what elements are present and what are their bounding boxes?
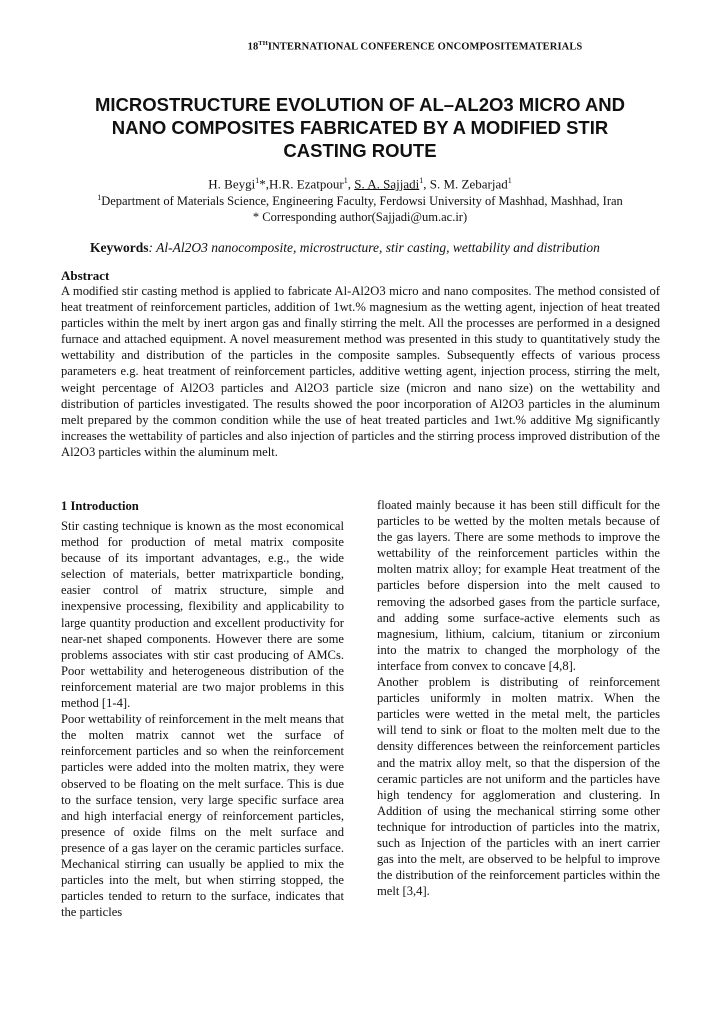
author-affiliation-mark: 1 bbox=[419, 176, 424, 185]
corresponding-mark: *, bbox=[259, 176, 269, 192]
keywords-label: Keywords bbox=[90, 240, 149, 255]
paragraph: floated mainly because it has been still difficult for the particles to be wetted by the molten metals because of the gas layers. There are some methods to improve the wettability of the reinforcement particles within the molten matrix alloy; for example Heat treatment of the particles before dispersion into the melt caused to removing the adsorbed gases from the particle surface, and adding some surface-active elements such as magnesium, lithium, calcium, titanium or zirconium into the matrix to changed the morphology of the interface from convex to concave [4,8]. bbox=[377, 498, 660, 673]
corresponding-author: * Corresponding author(Sajjadi@um.ac.ir) bbox=[252, 210, 468, 224]
author-name-underlined: S. A. Sajjadi bbox=[354, 176, 420, 192]
author-name: H. Beygi bbox=[208, 176, 256, 192]
author-affiliation-mark: 1 bbox=[343, 176, 348, 185]
keywords-colon: : bbox=[148, 240, 157, 255]
affiliation bbox=[0, 193, 720, 209]
author-separator: , bbox=[423, 176, 430, 192]
author-list bbox=[0, 176, 720, 192]
author-separator: , bbox=[347, 176, 355, 192]
conference-header bbox=[0, 40, 720, 53]
paragraph: Stir casting technique is known as the most economical method for production of metal matrix composite because of its important advantages, e.g., the wide selection of materials, better matrixparticle bonding, easier control of matrix structure, simple and inexpensive processing, flexibility and applicability to large quantity production and excellent productivity for near-net shaped components. However there are some problems associates with stir cast producing of AMCs. Poor wettability and heterogeneous distribution of the reinforcement material are two major problems in this method [1-4]. bbox=[61, 519, 344, 711]
paragraph: Another problem is distributing of reinforcement particles uniformly in molten matrix. When the particles were wetted in the metal melt, the particles will tend to sink or float to the molten melt due to the density differences between the reinforcement particles and the matrix alloy melt, so that the dispersion of the ceramic particles are not uniform and the particles have high tendency for agglomeration and clustering. In Addition of using the mechanical stirring some other technique for introduction of particles into the matrix, such as Injection of the particles with an inert carrier gas into the melt, are observed to be helpful to improve the distribution of the reinforcement particles within the melt [3,4]. bbox=[377, 675, 660, 899]
author-affiliation-mark: 1 bbox=[507, 176, 512, 185]
left-column bbox=[61, 498, 344, 920]
conference-number-suffix: TH bbox=[258, 40, 268, 47]
conference-number: 18 bbox=[247, 41, 259, 53]
abstract-heading: Abstract bbox=[61, 268, 110, 283]
affiliation-text: Department of Materials Science, Engineering Faculty, Ferdowsi University of Mashhad, Mashhad, Iran bbox=[101, 194, 623, 209]
keywords-line bbox=[90, 240, 600, 256]
right-column bbox=[377, 497, 660, 899]
affiliation-mark: 1 bbox=[97, 193, 102, 202]
author-affiliation-mark: 1 bbox=[255, 176, 260, 185]
abstract-body: A modified stir casting method is applied to fabricate Al-Al2O3 micro and nano composites. The method consisted of heat treatment of reinforcement particles, addition of 1wt.% magnesium as the wetting agent, injection of heat treated particles within the melt by inert argon gas and finally stirring the melt. All the processes are performed in a designed furnace and attached equipment. A novel measurement method was presented in this study to quantitatively study the wettability and distribution of the particles in the composite samples. Subsequently effects of various process parameters e.g. heat treatment of reinforcement particles, additive wetting agent, injection process, stirring the melt, weight percentage of Al2O3 particles and Al2O3 particle size (micron and nano size) on the wettability and distribution of particles investigated. The results showed the poor incorporation of Al2O3 particles in the aluminum melt prepared by the common condition while the use of heat treated particles and 1wt.% additive Mg significantly increases the wettability of particles and also injection of particles and the stirring process improved distribution of the Al2O3 particles within the aluminum melt. bbox=[61, 284, 660, 459]
author-name: H.R. Ezatpour bbox=[268, 176, 344, 192]
conference-name: INTERNATIONAL CONFERENCE ONCOMPOSITEMATERIALS bbox=[267, 41, 583, 53]
keywords-text: Al-Al2O3 nanocomposite, microstructure, stir casting, wettability and distribution bbox=[156, 240, 600, 255]
author-name: S. M. Zebarjad bbox=[429, 176, 508, 192]
paragraph: Poor wettability of reinforcement in the melt means that the molten matrix cannot wet the surface of reinforcement particles and so when the reinforcement particles were added into the molten matrix, they were observed to be floating on the melt surface. This is due to the surface tension, very large specific surface area and high interfacial energy of reinforcement particles, presence of oxide films on the melt surface and presence of a gas layer on the ceramic particles surface. Mechanical stirring can usually be applied to mix the particles into the melt, but when stirring stopped, the particles tended to return to the surface, indicates that the particles bbox=[61, 712, 344, 920]
section-heading: 1 Introduction bbox=[61, 499, 139, 513]
paper-title: MICROSTRUCTURE EVOLUTION OF AL–AL2O3 MICRO AND NANO COMPOSITES FABRICATED BY A MODIFIED STIR CASTING ROUTE bbox=[95, 94, 625, 161]
